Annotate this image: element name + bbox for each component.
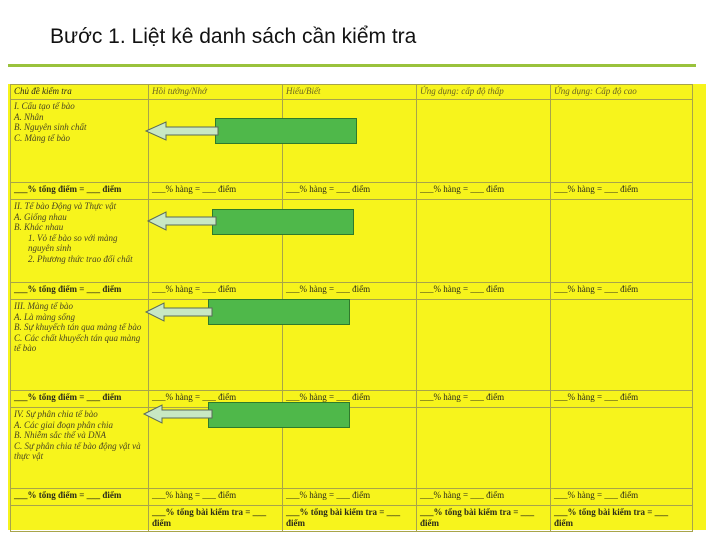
header-apply-high: Ứng dụng: Cấp độ cao — [551, 85, 693, 100]
score-cell: ___% tổng điểm = ___ điểm — [11, 183, 149, 200]
score-cell: ___% tổng điểm = ___ điểm — [11, 489, 149, 506]
score-row — [11, 283, 693, 300]
topic-cell-2 — [11, 200, 149, 283]
arrow-left-icon — [140, 301, 214, 323]
table-cell — [417, 300, 551, 391]
callout-box-1 — [215, 118, 357, 144]
table-cell — [551, 300, 693, 391]
score-cell: ___% tổng điểm = ___ điểm — [11, 283, 149, 300]
header-topic: Chủ đề kiểm tra — [11, 85, 149, 100]
topic-cell-3 — [11, 300, 149, 391]
score-cell: ___% hàng = ___ điểm — [551, 391, 693, 408]
score-cell: ___% hàng = ___ điểm — [283, 489, 417, 506]
topic-line: A. Là màng sống — [14, 311, 76, 322]
topic-line: B. Sự khuyếch tán qua màng tế bào — [14, 322, 142, 332]
topic-line: C. Sự phân chia tế bào động vật và thực vật — [14, 440, 141, 461]
topic-cell-1 — [11, 100, 149, 183]
total-cell: ___% tổng bài kiểm tra = ___ điểm — [551, 506, 693, 532]
score-cell: ___% hàng = ___ điểm — [551, 489, 693, 506]
table-cell — [417, 100, 551, 183]
header-apply-low: Ứng dụng: cấp độ thấp — [417, 85, 551, 100]
score-row — [11, 183, 693, 200]
score-cell: ___% hàng = ___ điểm — [417, 283, 551, 300]
topic-line: C. Màng tế bào — [14, 132, 70, 143]
arrow-left-icon — [140, 120, 220, 142]
score-cell: ___% hàng = ___ điểm — [283, 391, 417, 408]
table-row — [11, 300, 693, 391]
score-row — [11, 489, 693, 506]
total-row — [11, 506, 693, 532]
topic-line: IV. Sự phân chia tế bào — [14, 409, 98, 419]
score-cell: ___% hàng = ___ điểm — [551, 283, 693, 300]
table-cell — [417, 408, 551, 489]
score-cell: ___% hàng = ___ điểm — [417, 183, 551, 200]
score-cell: ___% hàng = ___ điểm — [149, 489, 283, 506]
score-cell: ___% hàng = ___ điểm — [283, 283, 417, 300]
total-cell: ___% tổng bài kiểm tra = ___ điểm — [417, 506, 551, 532]
topic-line: A. Các giai đoạn phân chia — [14, 419, 113, 430]
total-cell: ___% tổng bài kiểm tra = ___ điểm — [149, 506, 283, 532]
score-cell: ___% tổng điểm = ___ điểm — [11, 391, 149, 408]
table-cell — [551, 100, 693, 183]
table-cell — [11, 506, 149, 532]
score-row — [11, 391, 693, 408]
slide-title: Bước 1. Liệt kê danh sách cần kiểm tra — [50, 25, 417, 48]
score-cell: ___% hàng = ___ điểm — [149, 283, 283, 300]
arrow-left-icon — [138, 403, 214, 425]
callout-box-2 — [212, 209, 354, 235]
table-row — [11, 408, 693, 489]
score-cell: ___% hàng = ___ điểm — [149, 183, 283, 200]
topic-line: C. Các chất khuyếch tán qua màng tế bào — [14, 332, 141, 353]
topic-subline: 1. Vỏ tế bào so với màng nguyên sinh — [28, 232, 118, 253]
title-underline — [8, 64, 696, 67]
score-cell: ___% hàng = ___ điểm — [283, 183, 417, 200]
header-understand: Hiểu/Biết — [283, 85, 417, 100]
table-header-row — [11, 85, 693, 100]
score-cell: ___% hàng = ___ điểm — [417, 489, 551, 506]
callout-box-4 — [208, 402, 350, 428]
topic-cell-4 — [11, 408, 149, 489]
checklist-table — [10, 84, 693, 532]
topic-line: A. Giống nhau — [14, 211, 67, 222]
callout-box-3 — [208, 299, 350, 325]
topic-line: I. Cấu tạo tế bào — [14, 101, 75, 111]
topic-subline: 2. Phương thức trao đổi chất — [28, 253, 133, 264]
arrow-left-icon — [142, 210, 218, 232]
table-cell — [551, 408, 693, 489]
topic-line: III. Màng tế bào — [14, 301, 73, 311]
score-cell: ___% hàng = ___ điểm — [551, 183, 693, 200]
topic-line: A. Nhân — [14, 111, 44, 122]
score-cell: ___% hàng = ___ điểm — [149, 391, 283, 408]
topic-line: II. Tế bào Động và Thực vật — [14, 201, 117, 211]
topic-line: B. Khác nhau — [14, 222, 64, 232]
header-recall: Hồi tưởng/Nhớ — [149, 85, 283, 100]
table-cell — [551, 200, 693, 283]
topic-line: B. Nhiễm sắc thể và DNA — [14, 430, 106, 440]
total-cell: ___% tổng bài kiểm tra = ___ điểm — [283, 506, 417, 532]
topic-line: B. Nguyên sinh chất — [14, 122, 87, 132]
table-cell — [417, 200, 551, 283]
score-cell: ___% hàng = ___ điểm — [417, 391, 551, 408]
